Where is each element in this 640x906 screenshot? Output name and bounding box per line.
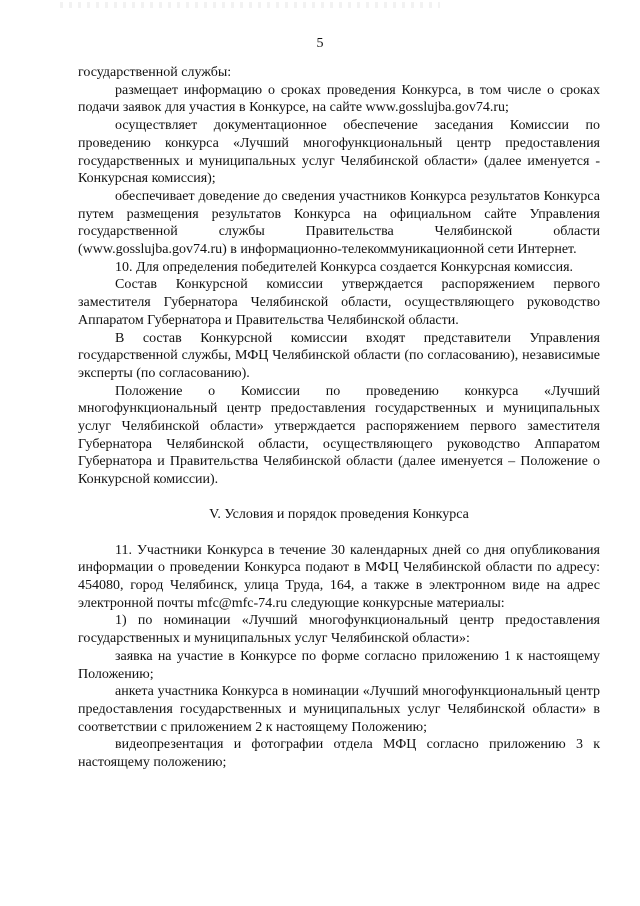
paragraph: В состав Конкурсной комиссии входят представители Управления государственной службы, МФЦ Челябинской области (по согласованию), независимые эксперты (по согласованию). [78,330,600,381]
paragraph: осуществляет документационное обеспечение заседания Комиссии по проведению конкурса «Лучший многофункциональный центр предоставления государственных и муниципальных услуг Челябинской области» (далее именуется - Конкурсная комиссия); [78,118,600,187]
section-heading: V. Условия и порядок проведения Конкурса [209,506,469,522]
scan-artifact [60,2,440,8]
paragraph: размещает информацию о сроках проведения Конкурса, в том числе о сроках подачи заявок для участия в Конкурсе, на сайте www.gosslujba.gov74.ru; [78,82,600,116]
paragraph: 1) по номинации «Лучший многофункциональный центр предоставления государственных и муниципальных услуг Челябинской области»: [78,613,600,647]
paragraph: 10. Для определения победителей Конкурса создается Конкурсная комиссия. [115,259,574,275]
paragraph: 11. Участники Конкурса в течение 30 календарных дней со дня опубликования информации о проведении Конкурса подают в МФЦ Челябинской области по адресу: 454080, город Челябинск, улица Труда, 164, а также в электронном виде на адрес электронной почты mfc@mfc-74.ru следующие конкурсные материалы: [78,542,600,611]
paragraph: анкета участника Конкурса в номинации «Лучший многофункциональный центр предоставления государственных и муниципальных услуг Челябинской области» в соответствии с приложением 2 к настоящему Положению; [78,684,600,735]
paragraph: Состав Конкурсной комиссии утверждается распоряжением первого заместителя Губернатора Челябинской области, осуществляющего руководство Аппаратом Губернатора и Правительства Челябинской области. [78,277,600,328]
paragraph: видеопрезентация и фотографии отдела МФЦ согласно приложению 3 к настоящему положению; [78,737,600,771]
paragraph: обеспечивает доведение до сведения участников Конкурса результатов Конкурса путем размещения результатов Конкурса на официальном сайте Управления государственной службы Правительства Челябинской области (www.gosslujba.gov74.ru) в информационно-телекоммуникационной сети Интернет. [78,188,600,258]
document-body [78,64,600,772]
paragraph: Положение о Комиссии по проведению конкурса «Лучший многофункциональный центр предоставления государственных и муниципальных услуг Челябинской области» утверждается распоряжением первого заместителя Губернатора Челябинской области, осуществляющего руководство Аппаратом Губернатора и Правительства Челябинской области (далее именуется – Положение о Конкурсной комиссии). [78,383,600,488]
paragraph: государственной службы: [78,65,232,80]
page-number: 5 [316,36,324,51]
paragraph: заявка на участие в Конкурсе по форме согласно приложению 1 к настоящему Положению; [78,648,600,682]
